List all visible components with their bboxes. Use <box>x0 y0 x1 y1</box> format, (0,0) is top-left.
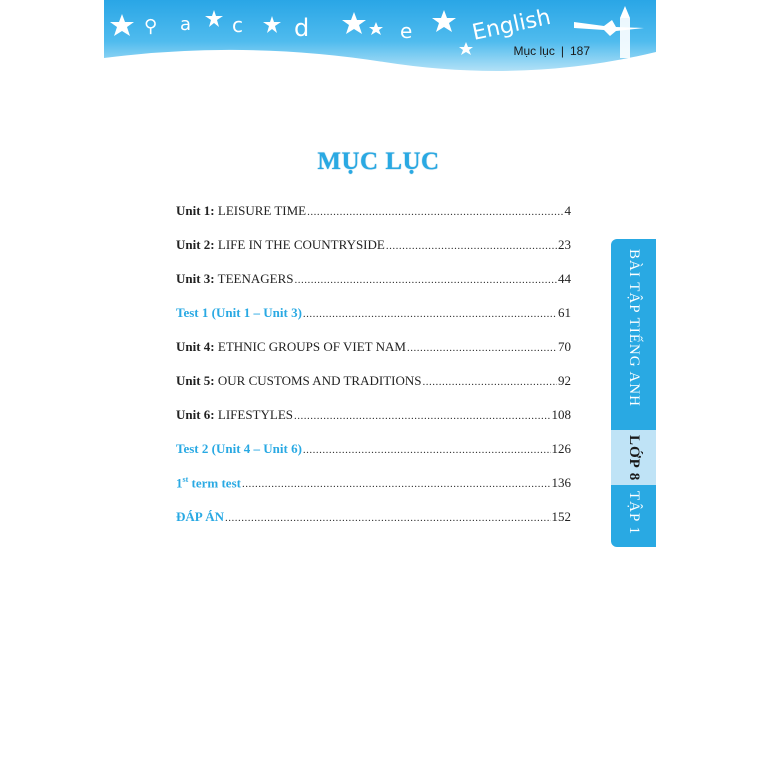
page-title: MỤC LỤC <box>317 148 440 175</box>
toc-row[interactable] <box>176 339 571 373</box>
toc-row[interactable] <box>176 271 571 305</box>
airplane-icon <box>574 20 644 36</box>
toc-leader-dots <box>295 274 558 286</box>
header-decoration <box>104 0 656 75</box>
svg-text:a: a <box>180 14 192 35</box>
side-tab-volume: TẬP 1 <box>626 491 642 536</box>
star-icon <box>369 22 383 35</box>
side-tab <box>611 239 656 547</box>
toc-leader-dots <box>307 206 563 218</box>
header-band <box>104 0 656 75</box>
star-icon <box>205 10 223 27</box>
header-separator: | <box>560 44 564 58</box>
toc-page-number: 108 <box>551 407 571 422</box>
star-icon <box>342 12 366 34</box>
toc-page-number: 92 <box>558 373 571 388</box>
star-icon <box>110 14 134 36</box>
toc-row[interactable] <box>176 509 571 543</box>
toc-entry-label: Unit 3: TEENAGERS <box>176 271 294 286</box>
clock-tower-icon <box>620 18 630 58</box>
toc-entry-label: Unit 1: LEISURE TIME <box>176 203 307 218</box>
toc-entry-label: Unit 2: LIFE IN THE COUNTRYSIDE <box>176 237 385 252</box>
star-icon <box>432 10 456 32</box>
toc-leader-dots <box>386 240 557 252</box>
toc-page-number: 4 <box>564 203 571 218</box>
page-number: 187 <box>569 44 590 58</box>
toc-page-number: 70 <box>558 339 571 354</box>
toc-entry-label: Unit 4: ETHNIC GROUPS OF VIET NAM <box>176 339 406 354</box>
star-icon <box>263 16 281 33</box>
side-tab-series: BÀI TẬP TIẾNG ANH <box>626 249 642 407</box>
toc-leader-dots <box>303 308 557 320</box>
toc-entry-label: Test 2 (Unit 4 – Unit 6) <box>176 441 302 456</box>
toc-page-number: 44 <box>558 271 571 286</box>
side-tab-grade: LỚP 8 <box>626 435 642 482</box>
toc-entry-label: 1st term test <box>176 475 241 491</box>
toc-page-number: 136 <box>551 475 571 491</box>
toc-entry-label: Unit 6: LIFESTYLES <box>176 407 294 422</box>
toc-row[interactable] <box>176 237 571 271</box>
toc-row[interactable] <box>176 373 571 407</box>
toc-page-number: 23 <box>558 237 571 252</box>
section-label: Mục lục <box>513 44 555 58</box>
toc-page-number: 126 <box>551 441 571 456</box>
toc-entry-label: ĐÁP ÁN <box>176 509 225 524</box>
toc-entry-label: Test 1 (Unit 1 – Unit 3) <box>176 305 302 320</box>
star-icon <box>459 42 473 55</box>
table-of-contents <box>176 203 571 543</box>
toc-leader-dots <box>407 342 557 354</box>
toc-leader-dots <box>225 512 550 524</box>
toc-row[interactable] <box>176 305 571 339</box>
svg-text:c: c <box>232 13 243 37</box>
svg-text:d: d <box>294 14 310 42</box>
toc-leader-dots <box>303 444 551 456</box>
toc-page-number: 61 <box>558 305 571 320</box>
header-label <box>514 44 591 58</box>
svg-text:e: e <box>400 19 413 43</box>
toc-leader-dots <box>294 410 550 422</box>
toc-row[interactable] <box>176 475 571 509</box>
toc-row[interactable] <box>176 441 571 475</box>
toc-page-number: 152 <box>551 509 571 524</box>
toc-entry-label: Unit 5: OUR CUSTOMS AND TRADITIONS <box>176 373 422 388</box>
toc-row[interactable] <box>176 203 571 237</box>
letter-a-icon: ⚲ <box>144 16 158 37</box>
toc-row[interactable] <box>176 407 571 441</box>
toc-leader-dots <box>422 376 557 388</box>
toc-leader-dots <box>242 478 551 490</box>
svg-text:English: English <box>470 4 553 46</box>
